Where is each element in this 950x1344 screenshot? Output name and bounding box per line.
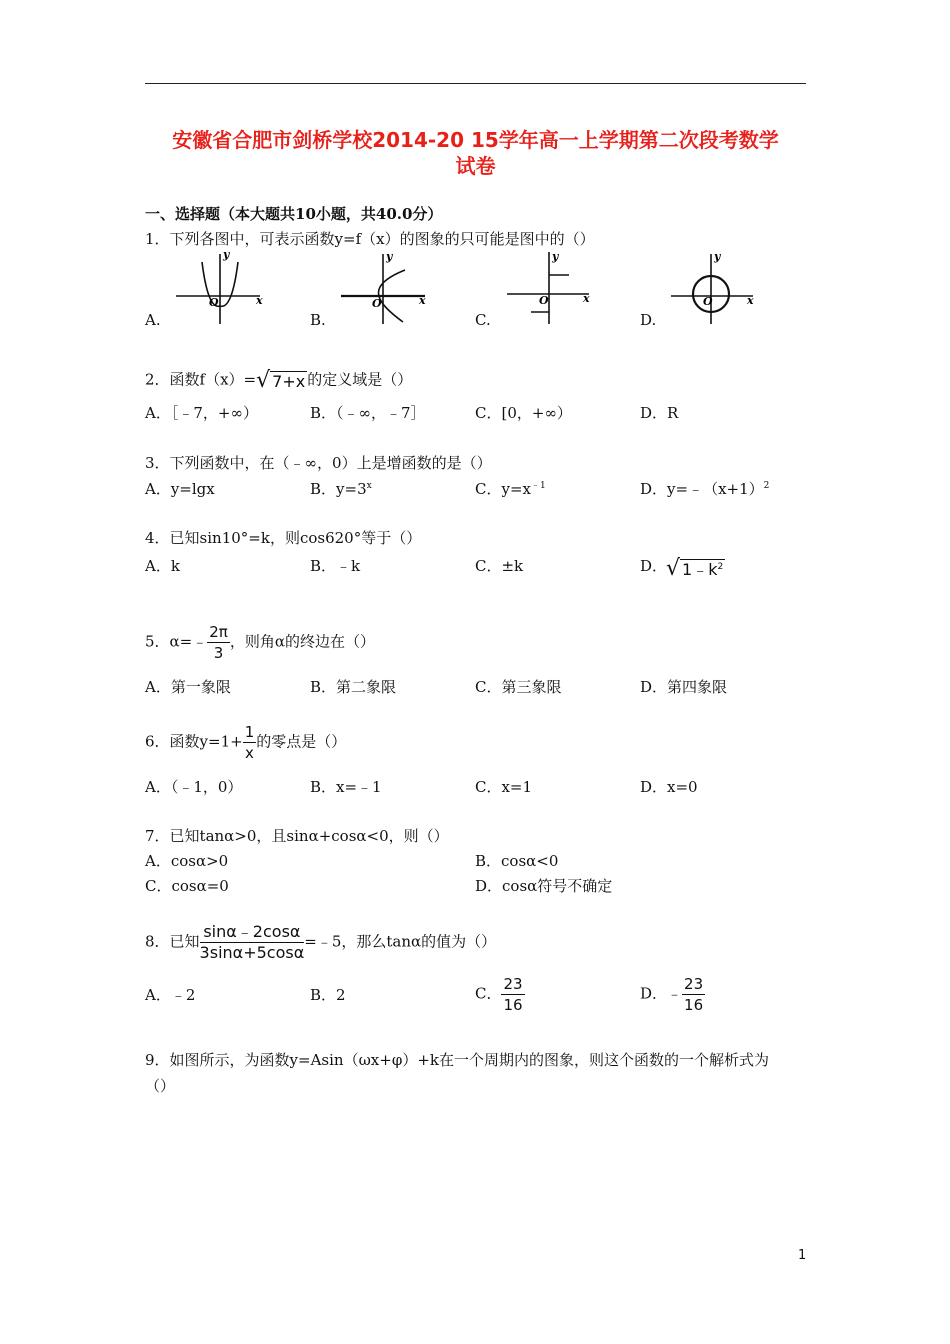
graph-a-x-label: x (256, 294, 263, 307)
question-4-option-b: B．﹣k (310, 557, 361, 575)
question-3-option-d: D．$y=﹣(x+1)^2$ (640, 480, 770, 498)
question-1-option-b: B. (310, 311, 326, 329)
question-5-stem: 5．α=﹣ $\frac{2\pi}{3}$ ，则角α的终边在（） (145, 623, 375, 662)
graph-c-origin-label: O (539, 294, 549, 307)
fraction-sin-cos: $\frac{\sin\alpha﹣2\cos\alpha}{3\sin\alpha+5\cos\alpha}$ (199, 922, 305, 962)
question-6-option-a: A．（﹣1，0） (145, 778, 243, 796)
question-4-option-c: C．±k (475, 557, 524, 575)
question-2-stem (145, 368, 412, 393)
question-8-option-c: C． $\frac{23}{16}$ (475, 975, 523, 1014)
exam-title-line2: 试卷 (455, 154, 496, 178)
question-8-option-d: D．﹣ $\frac{23}{16}$ (640, 975, 704, 1014)
graph-a (172, 248, 267, 326)
graph-b-x-label: x (419, 294, 426, 307)
graph-d-y-label: y (714, 250, 721, 263)
fraction-1-over-x: $\frac{1}{x}$ (244, 723, 255, 762)
question-8-option-b: B．2 (310, 986, 346, 1004)
question-2-option-d: D．R (640, 404, 679, 422)
question-7-option-d: D．cosα符号不确定 (475, 877, 613, 895)
question-7-option-c: C．cosα=0 (145, 877, 229, 895)
question-4-option-d-radical: √ $1﹣k^2$ (666, 556, 724, 581)
header-rule (145, 83, 806, 84)
question-2-stem-pre: 2．函数f（x）= (145, 370, 257, 389)
graph-a-y-label: y (223, 248, 230, 261)
question-6-option-d: D．x=0 (640, 778, 698, 796)
graph-b (337, 248, 432, 326)
section-heading: 一、选择题（本大题共10小题，共40.0分） (145, 205, 443, 223)
question-2-option-c: C．[0，+∞） (475, 404, 572, 422)
question-7-option-a: A．cosα>0 (145, 852, 229, 870)
graph-c-y-label: y (552, 250, 559, 263)
question-7-option-b: B．cosα<0 (475, 852, 559, 870)
graph-c (503, 248, 598, 326)
question-2-stem-post: 的定义域是（） (307, 370, 413, 389)
graph-d-x-label: x (747, 294, 754, 307)
fraction-2pi-over-3: $\frac{2\pi}{3}$ (209, 623, 228, 662)
graph-b-origin-label: O (372, 297, 382, 310)
question-9-stem-line1: 9．如图所示，为函数y=Asin（ωx+φ）+k在一个周期内的图象，则这个函数的一个解析式为 (145, 1051, 769, 1069)
question-3-option-a: A．y=lgx (145, 480, 215, 498)
fraction-neg-23-over-16: $\frac{23}{16}$ (684, 975, 704, 1014)
question-8-option-a: A．﹣2 (145, 986, 196, 1004)
question-3-stem: 3．下列函数中，在（﹣∞，0）上是增函数的是（） (145, 454, 492, 472)
question-1-stem: 1．下列各图中，可表示函数y=f（x）的图象的只可能是图中的（） (145, 230, 595, 248)
graph-b-y-label: y (386, 250, 393, 263)
question-3-option-b: B．$y=3^x$ (310, 480, 372, 498)
question-4-option-d-label: D． (640, 557, 668, 575)
question-1-option-a: A. (145, 311, 161, 329)
question-5-option-b: B．第二象限 (310, 678, 397, 696)
page-number: 1 (798, 1248, 807, 1263)
question-3-option-c: C．$y=x^{﹣1}$ (475, 480, 546, 498)
question-6-stem: 6．函数y=1+ $\frac{1}{x}$ 的零点是（） (145, 723, 347, 762)
question-4-option-a: A．k (145, 557, 180, 575)
question-1-option-d: D. (640, 311, 657, 329)
question-6-option-c: C．x=1 (475, 778, 533, 796)
question-4-stem: 4．已知sin10°=k，则cos620°等于（） (145, 529, 422, 547)
question-9-stem-line2: （） (145, 1077, 176, 1095)
graph-c-x-label: x (583, 292, 590, 305)
question-2-option-a: A．［﹣7，+∞） (145, 404, 258, 422)
question-6-option-b: B．x=﹣1 (310, 778, 382, 796)
question-2-option-b: B．（﹣∞，﹣7］ (310, 404, 426, 422)
fraction-23-over-16: $\frac{23}{16}$ (503, 975, 523, 1014)
sqrt-7-plus-x: √ 7+x (256, 368, 306, 393)
exam-title-line1: 安徽省合肥市剑桥学校2014-20 15学年高一上学期第二次段考数学 (172, 128, 779, 152)
graph-d-origin-label: O (703, 295, 713, 308)
question-8-stem: 8．已知 $\frac{\sin\alpha﹣2\cos\alpha}{3\sin\alpha+5\cos\alpha}$ =﹣5，那么tanα的值为（） (145, 922, 497, 962)
graph-a-origin-label: O (209, 296, 219, 309)
question-5-option-d: D．第四象限 (640, 678, 728, 696)
question-7-stem: 7．已知tanα>0，且sinα+cosα<0，则（） (145, 827, 449, 845)
question-5-option-c: C．第三象限 (475, 678, 562, 696)
question-5-option-a: A．第一象限 (145, 678, 231, 696)
graph-d (667, 248, 762, 326)
question-1-option-c: C. (475, 311, 491, 329)
